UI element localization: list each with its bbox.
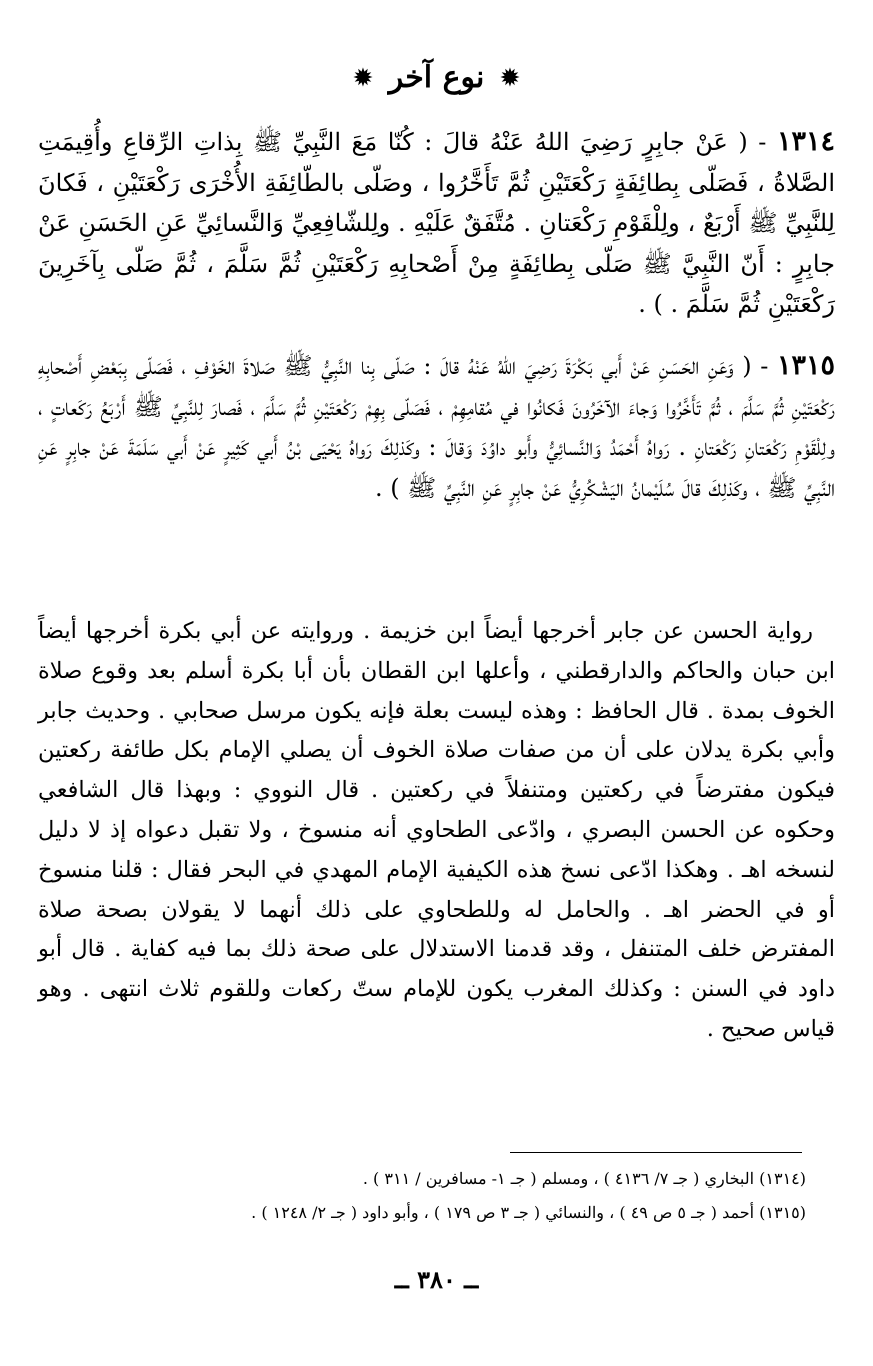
commentary-paragraph	[38, 612, 835, 1050]
commentary-text: رواية الحسن عن جابر أخرجها أيضاً ابن خزيمة . وروايته عن أبي بكرة أخرجها أيضاً ابن حبان والحاكم والدارقطني ، وأعلها ابن القطان بأن أبا بكرة أسلم بعد وقوع صلاة الخوف بمدة . قال الحافظ : وهذه ليست بعلة فإنه يكون مرسل صحابي . وحديث جابر وأبي بكرة يدلان على أن من صفات صلاة الخوف أن يصلي الإمام بكل طائفة ركعتين فيكون مفترضاً في ركعتين ومتنفلاً في ركعتين . قال النووي : وبهذا قال الشافعي وحكوه عن الحسن البصري ، وادّعى الطحاوي أنه منسوخ ، ولا تقبل دعواه إذ لا دليل لنسخه اهـ . وهكذا ادّعى نسخ هذه الكيفية الإمام المهدي في البحر فقال : قلنا منسوخ أو في الحضر اهـ . والحامل له وللطحاوي على ذلك أنهما لا يقولان بصحة صلاة المفترض خلف المتنفل ، وقد قدمنا الاستدلال على صحة ذلك بما فيه كفاية . قال أبو داود في السنن : وكذلك المغرب يكون للإمام ستّ ركعات وللقوم ثلاث انتهى . وهو قياس صحيح .	[38, 618, 835, 1042]
footnotes	[90, 1162, 806, 1230]
section-title-text: نوع آخر	[388, 60, 485, 95]
hadith-1314	[38, 122, 835, 325]
footnote-1314: (١٣١٤) البخاري ( جـ ٧/ ٤١٣٦ ) ، ومسلم ( جـ ١- مسافرين / ٣١١ ) .	[362, 1169, 806, 1188]
footnote-divider	[510, 1152, 802, 1153]
hadith-number: ١٣١٥	[776, 350, 835, 381]
section-title	[0, 58, 873, 98]
star-ornament-icon: ✹	[353, 65, 373, 91]
hadith-text: - ( وَعَنِ الحَسَنِ عَنْ أَبي بَكْرَةَ رَضِيَ اللهُ عَنْهُ قالَ : صَلّى بِنا النَّبِيُّ ﷺ صَلاةَ الخَوْفِ ، فَصَلّى بِبَعْضِ أَصْحابِهِ رَكْعَتَيْنِ ثُمَّ سَلَّمَ ، ثُمَّ تَأَخَّرُوا وَجاءَ الآخَرُونَ فَكانُوا في مُقامِهِمْ ، فَصَلّى بِهِمْ رَكْعَتَيْنِ ثُمَّ سَلَّمَ ، فَصارَ لِلنَّبِيِّ ﷺ أَرْبَعُ رَكَعاتٍ ، ولِلْقَوْمِ رَكْعَتانِ رَكْعَتانِ . رَواهُ أَحْمَدُ وَالنَّسائِيُّ وأَبو داوُدَ وَقالَ : وكَذلِكَ رَواهُ يَحْيَى بْنُ أَبي كَثِيرٍ عَنْ أَبي سَلَمَةَ عَنْ جابِرٍ عَنِ النَّبِيِّ ﷺ ، وكَذلِكَ قالَ سُلَيْمانُ اليَشْكُرِيُّ عَنْ جابِرٍ عَنِ النَّبِيِّ ﷺ ) .	[38, 352, 835, 502]
page-number: ــ ٣٨٠ ــ	[394, 1265, 479, 1294]
hadith-text: - ( عَنْ جابِرٍ رَضِيَ اللهُ عَنْهُ قالَ : كُنّا مَعَ النَّبِيِّ ﷺ بِذاتِ الرِّقاعِ وأُقِيمَتِ الصَّلاةُ ، فَصَلّى بِطائِفَةٍ رَكْعَتَيْنِ ثُمَّ تَأَخَّرُوا ، وصَلّى بالطّائِفَةِ الأُخْرَى رَكْعَتَيْنِ ، فَكانَ لِلنَّبِيِّ ﷺ أَرْبَعٌ ، ولِلْقَوْمِ رَكْعَتانِ . مُتَّفَقٌ عَلَيْهِ . ولِلشّافِعِيِّ وَالنَّسائِيِّ عَنِ الحَسَنِ عَنْ جابِرٍ : أَنّ النَّبِيَّ ﷺ صَلّى بِطائِفَةٍ مِنْ أَصْحابِهِ رَكْعَتَيْنِ ثُمَّ سَلَّمَ ، ثُمَّ صَلّى بِآخَرِينَ رَكْعَتَيْنِ ثُمَّ سَلَّمَ . ) .	[38, 128, 835, 318]
footnote-1315: (١٣١٥) أحمد ( جـ ٥ ص ٤٩ ) ، والنسائي ( جـ ٣ ص ١٧٩ ) ، وأبو داود ( جـ ٢/ ١٢٤٨ ) .	[251, 1203, 806, 1222]
hadith-1315	[38, 346, 835, 508]
star-ornament-icon: ✹	[500, 65, 520, 91]
hadith-number: ١٣١٤	[776, 126, 835, 157]
